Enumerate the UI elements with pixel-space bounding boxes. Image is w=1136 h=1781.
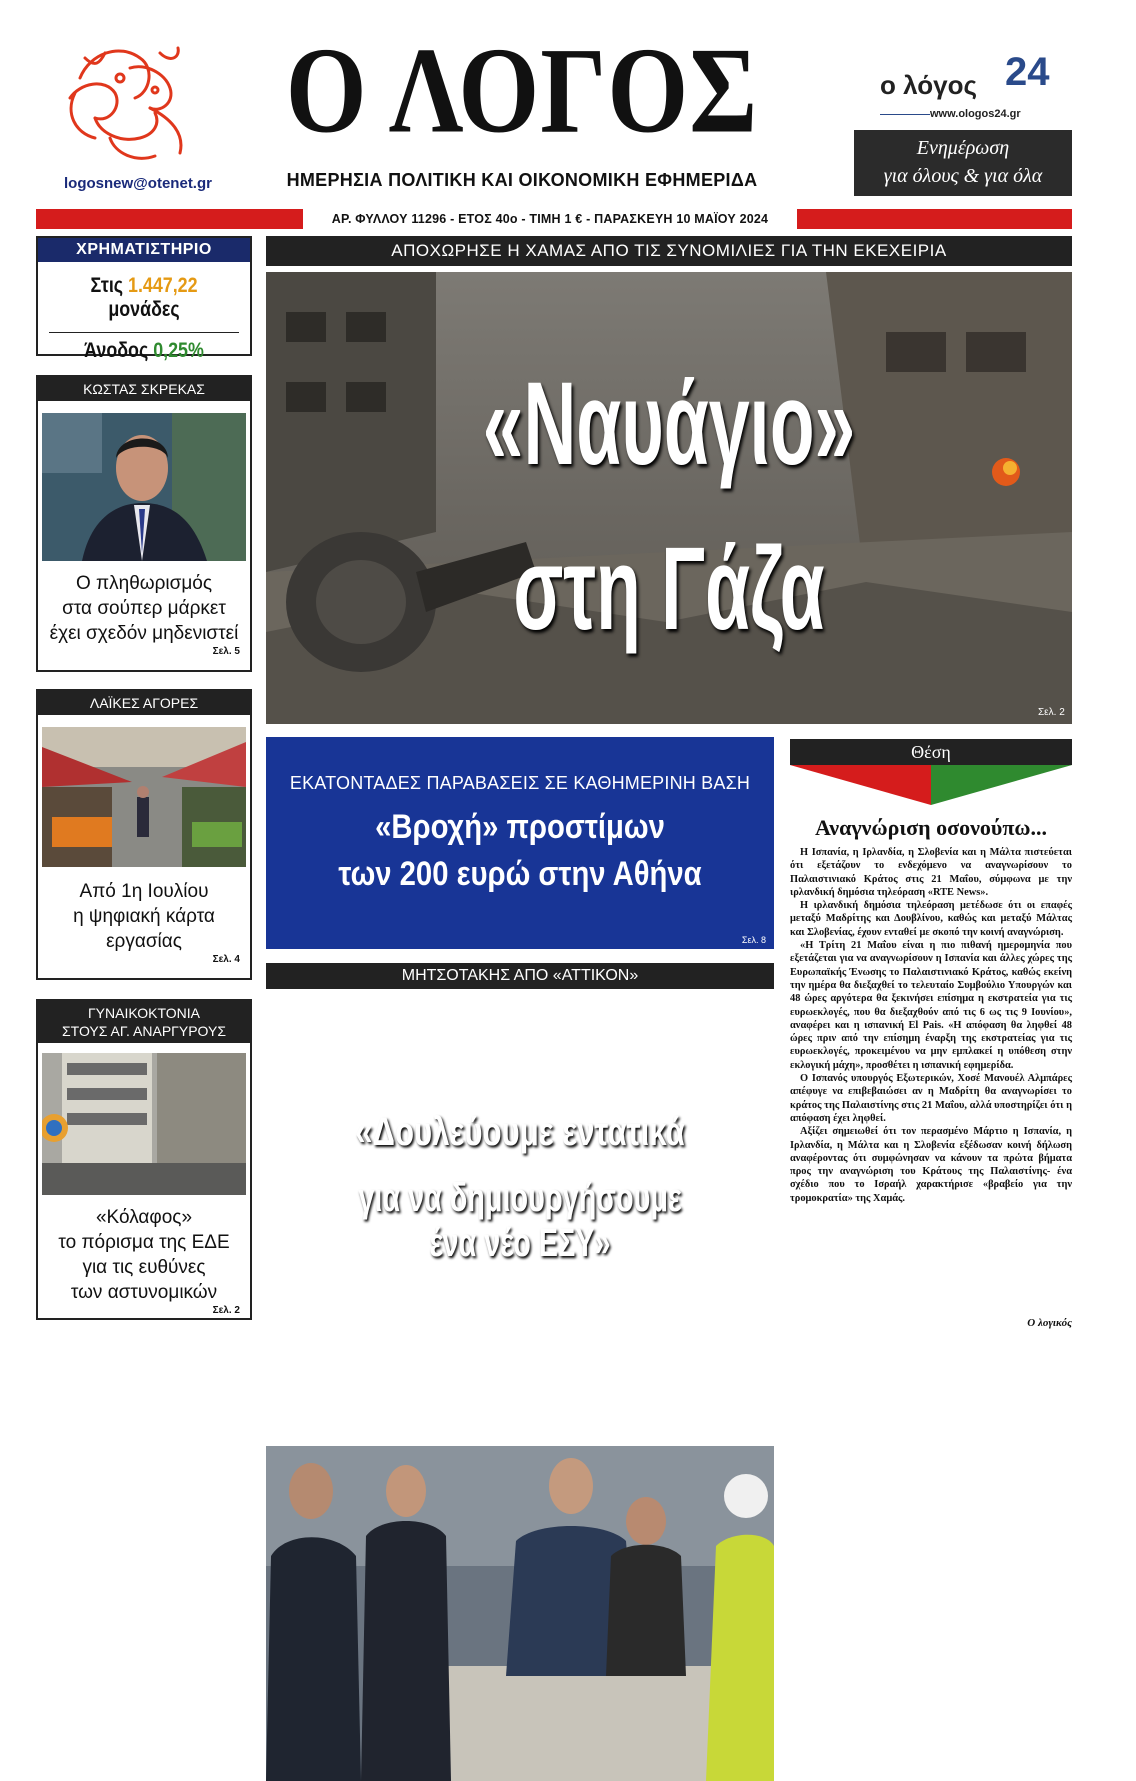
story-text-line: στα σούπερ μάρκετ (62, 598, 226, 619)
editorial-header: Θέση (790, 739, 1072, 765)
story-text-line: «Κόλαφος» (95, 1207, 193, 1228)
story-text-line: η ψηφιακή κάρτα (73, 906, 215, 927)
fines-title-line-1: «Βροχή» προστίμων (375, 808, 665, 846)
fines-kicker: ΕΚΑΤΟΝΤΑΔΕΣ ΠΑΡΑΒΑΣΕΙΣ ΣΕ ΚΑΘΗΜΕΡΙΝΗ ΒΑΣΗ (289, 773, 751, 793)
site-logo-text: ο λόγος (880, 70, 977, 100)
hero-title-line-2[interactable]: στη Γάζα (513, 523, 825, 655)
page-reference: Σελ. 4 (212, 954, 240, 965)
story-header: ΚΩΣΤΑΣ ΣΚΡΕΚΑΣ (38, 377, 250, 401)
page-reference: Σελ. 2 (212, 1305, 240, 1316)
stock-change-value: 0,25% (153, 339, 204, 362)
editorial-title[interactable]: Αναγνώριση οσονούπω... (815, 815, 1047, 840)
site-logo[interactable] (880, 50, 1050, 101)
story-text (38, 879, 250, 954)
story-header-line: ΣΤΟΥΣ ΑΓ. ΑΝΑΡΓΥΡΟΥΣ (62, 1023, 226, 1039)
site-logo-number: 24 (1005, 50, 1050, 94)
story-text-line: έχει σχεδόν μηδενιστεί (49, 623, 239, 644)
sidebar-story-skrekas[interactable] (36, 375, 252, 672)
newspaper-logo-illustration (60, 38, 200, 168)
article-paragraph: Ο Ισπανός υπουργός Εξωτερικών, Χοσέ Μανουέλ Αλμπάρες απέφυγε να επιβεβαιώσει αν η Μαδρίτη θα αναγνωρίσει το κράτος της Παλαιστίνης στις 21 Μαΐου, αλλά υποστηρίζει ότι η απόφαση έχει ληφθεί. (790, 1073, 1072, 1124)
article-paragraph: Η ιρλανδική δημόσια τηλεόραση μετέδωσε ότι οι επαφές μεταξύ Μαδρίτης και Δουβλίνου, καθώς και μεταξύ Μάλτας και Σλοβενίας, έχουν ενταθεί με σκοπό την κοινή αναγνώριση. (790, 900, 1072, 938)
site-url[interactable]: www.ologos24.gr (930, 108, 1021, 120)
story-header: ΛΑΪΚΕΣ ΑΓΟΡΕΣ (38, 691, 250, 715)
hero-page-reference: Σελ. 2 (1038, 707, 1065, 718)
story-text-line: εργασίας (106, 931, 182, 952)
sidebar-story-markets[interactable] (36, 689, 252, 980)
editorial-triangle-decoration (790, 765, 1072, 805)
mitsotakis-title-line-2[interactable]: για να δημιουργήσουμε ένα νέο ΕΣΥ» (358, 1176, 682, 1265)
story-text-line: για τις ευθύνες (82, 1257, 206, 1278)
newspaper-subtitle: ΗΜΕΡΗΣΙΑ ΠΟΛΙΤΙΚΗ ΚΑΙ ΟΙΚΟΝΟΜΙΚΗ ΕΦΗΜΕΡΙΔΑ (286, 170, 758, 190)
story-text-line: των αστυνομικών (70, 1282, 218, 1303)
story-text-line: Από 1η Ιουλίου (79, 881, 209, 902)
market-photo (42, 727, 246, 867)
page-reference: Σελ. 5 (212, 646, 240, 657)
issue-info: ΑΡ. ΦΥΛΛΟΥ 11296 - ΕΤΟΣ 40ο - ΤΙΜΗ 1 € - ΠΑΡΑΣΚΕΥΗ 10 ΜΑΪΟΥ 2024 (300, 209, 800, 229)
skrekas-photo (42, 413, 246, 561)
article-paragraph: Η Ισπανία, η Ιρλανδία, η Σλοβενία και η Μάλτα πιστεύεται ότι εξετάζουν το ενδεχόμενο να αναγνωρίσουν το Παλαιστινιακό Κράτος στις 21 Μαΐου, σύμφωνα με την ιρλανδική δημόσια τηλεόραση «RTE News». (790, 847, 1072, 898)
site-logo-underline (880, 114, 930, 115)
stock-market-box (36, 236, 252, 362)
hero-title-line-1[interactable]: «Ναυάγιο» (482, 358, 856, 490)
faces-logo-icon (60, 38, 200, 168)
stock-change-prefix: Άνοδος (84, 339, 149, 362)
stock-index-suffix: μονάδες (108, 298, 180, 321)
gaza-ruins-photo[interactable] (266, 272, 1072, 724)
fines-page-reference: Σελ. 8 (741, 935, 766, 945)
sidebar-story-femicide[interactable] (36, 999, 252, 1320)
mitsotakis-kicker: ΜΗΤΣΟΤΑΚΗΣ ΑΠΟ «ΑΤΤΙΚΟΝ» (266, 963, 774, 989)
newspaper-title: Ο ΛΟΓΟΣ (285, 22, 759, 159)
stock-index-prefix: Στις (90, 274, 124, 297)
story-text-line: το πόρισμα της ΕΔΕ (58, 1232, 230, 1253)
fines-title-line-2: των 200 ευρώ στην Αθήνα (338, 855, 702, 893)
site-tagline-line-2: για όλους & για όλα (883, 165, 1043, 187)
stock-index-value: 1.447,22 (128, 274, 198, 297)
site-tagline-box (854, 130, 1072, 196)
article-paragraph: «Η Τρίτη 21 Μαΐου είναι η πιο πιθανή ημερομηνία που εξετάζεται για να αναγνωρίσουν η Ισπανία και άλλες χώρες της Ευρωπαϊκής Ένωσης το Παλαιστινιακό Κράτος, καθώς εκείνη την ημέρα θα διεξαχθεί το τελευταίο Συμβούλιο Υπουργών και 48 ώρες αργότερα θα ξεκινήσει επίσημα η εκστρατεία για τις ευρωεκλογές, που θα διεξαχθούν από τις 6 ως τις 9 Ιουνίου», αναφέρει και η ισπανική El Pais. «Η απόφαση θα ληφθεί 48 ώρες πριν από την επίσημη έναρξη της εκστρατείας για τις ευρωεκλογές, προκειμένου να μην εμπλακεί η υπόθεση στην εκλογική μάχη», προσθέτει η ισπανική εφημερίδα. (790, 940, 1072, 1071)
stock-divider (49, 332, 239, 333)
stock-market-header: ΧΡΗΜΑΤΙΣΤΗΡΙΟ (38, 238, 250, 262)
stock-index-line (54, 274, 234, 322)
email-address[interactable]: logosnew@otenet.gr (64, 175, 212, 192)
site-tagline-line-1: Ενημέρωση (916, 137, 1010, 159)
hero-kicker: ΑΠΟΧΩΡΗΣΕ Η ΧΑΜΑΣ ΑΠΟ ΤΙΣ ΣΥΝΟΜΙΛΙΕΣ ΓΙΑ ΤΗΝ ΕΚΕΧΕΙΡΙΑ (266, 236, 1072, 266)
hospital-visit-photo[interactable] (266, 1446, 774, 1781)
stock-change-line (54, 339, 234, 363)
fines-story[interactable] (266, 737, 774, 949)
story-text (38, 571, 250, 646)
editorial-article (790, 846, 1072, 1205)
story-text-line: Ο πληθωρισμός (75, 573, 213, 594)
mitsotakis-title-line-1[interactable]: «Δουλεύουμε εντατικά (355, 1110, 685, 1154)
article-paragraph: Αξίζει σημειωθεί ότι τον περασμένο Μάρτιο η Ισπανία, η Ιρλανδία, η Μάλτα και η Σλοβενία εξέδωσαν κοινή δήλωση αναφέροντας ότι συμφώνησαν να κάνουν τα πρώτα βήματα προς την αναγνώριση του Κράτους της Παλαιστίνης- ένα σχέδιο που το Ισραήλ χαρακτήρισε «βραβείο για την τρομοκρατία» της Χαμάς. (790, 1126, 1072, 1204)
street-photo (42, 1053, 246, 1195)
editorial-signature: Ο λογικός (1027, 1317, 1072, 1329)
mitsotakis-page-reference: Σελ. 3 (740, 1312, 765, 1322)
story-text (38, 1205, 250, 1305)
story-header (38, 1001, 250, 1043)
story-header-line: ΓΥΝΑΙΚΟΚΤΟΝΙΑ (87, 1005, 201, 1021)
